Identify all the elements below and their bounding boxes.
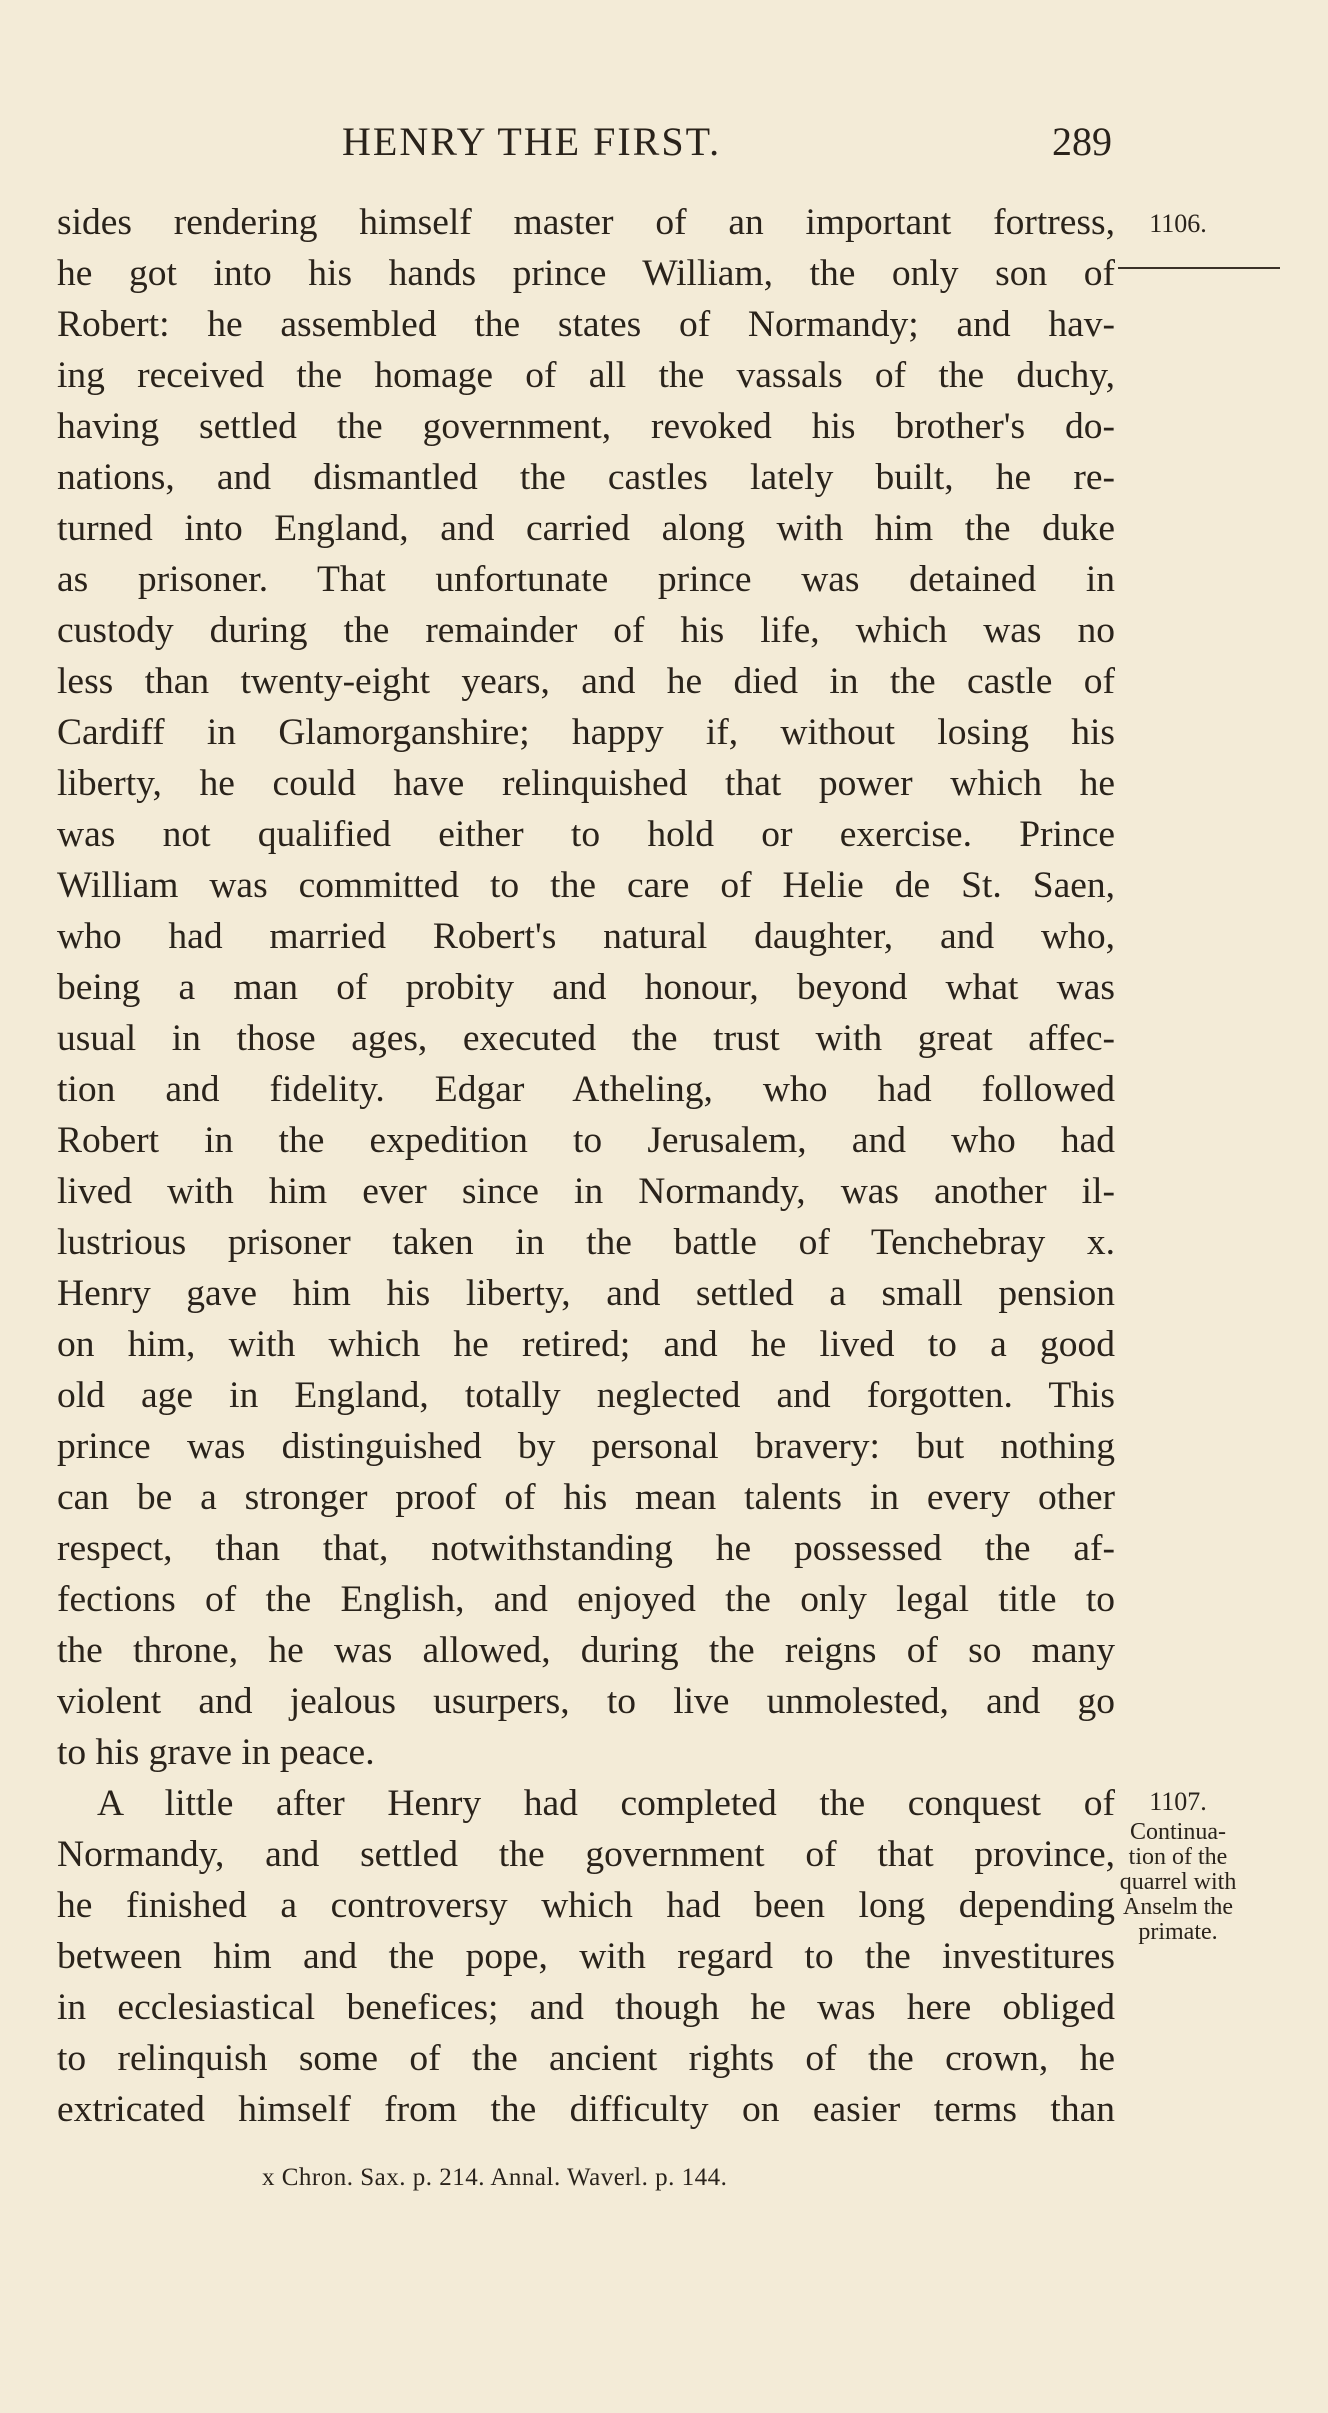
text-line: respect, than that, notwithstanding he possessed the af- <box>57 1528 1115 1569</box>
text-line: Normandy, and settled the government of that province, <box>57 1834 1115 1875</box>
margin-note-line: Continua- <box>1130 1819 1226 1845</box>
text-line: A little after Henry had completed the conquest of <box>97 1783 1115 1824</box>
page-number: 289 <box>1052 119 1112 164</box>
margin-year-1107: 1107. <box>1149 1787 1207 1816</box>
text-line: being a man of probity and honour, beyond what was <box>57 967 1115 1008</box>
text-line: to relinquish some of the ancient rights of the crown, he <box>57 2038 1115 2079</box>
text-line: who had married Robert's natural daughter, and who, <box>57 916 1115 957</box>
margin-note-line: tion of the <box>1128 1844 1228 1870</box>
text-line: prince was distinguished by personal bravery: but nothing <box>57 1426 1115 1467</box>
margin-note-line: primate. <box>1138 1919 1218 1945</box>
text-line: lustrious prisoner taken in the battle of Tenchebray x. <box>57 1222 1115 1263</box>
text-line: as prisoner. That unfortunate prince was detained in <box>57 559 1115 600</box>
text-line: custody during the remainder of his life, which was no <box>57 610 1115 651</box>
text-line: violent and jealous usurpers, to live unmolested, and go <box>57 1681 1115 1722</box>
text-line: Robert: he assembled the states of Normandy; and hav- <box>57 304 1115 345</box>
text-line: usual in those ages, executed the trust with great affec- <box>57 1018 1115 1059</box>
text-line: in ecclesiastical benefices; and though he was here obliged <box>57 1987 1115 2028</box>
text-line: William was committed to the care of Helie de St. Saen, <box>57 865 1115 906</box>
text-line: the throne, he was allowed, during the reigns of so many <box>57 1630 1115 1671</box>
text-line: ing received the homage of all the vassals of the duchy, <box>57 355 1115 396</box>
margin-note-1107 <box>1098 1820 1258 1945</box>
text-line: he got into his hands prince William, the only son of <box>57 253 1115 294</box>
margin-year-1106: 1106. <box>1149 209 1207 238</box>
text-line: was not qualified either to hold or exercise. Prince <box>57 814 1115 855</box>
text-line: can be a stronger proof of his mean talents in every other <box>57 1477 1115 1518</box>
footnote: x Chron. Sax. p. 214. Annal. Waverl. p. 144. <box>262 2164 728 2191</box>
body-text <box>57 197 1115 2135</box>
text-line: extricated himself from the difficulty on easier terms than <box>57 2089 1115 2130</box>
text-line: between him and the pope, with regard to the investitures <box>57 1936 1115 1977</box>
margin-note-line: Anselm the <box>1123 1894 1233 1920</box>
running-header <box>342 118 1112 168</box>
text-line: Robert in the expedition to Jerusalem, and who had <box>57 1120 1115 1161</box>
running-title: HENRY THE FIRST. <box>342 119 722 164</box>
text-line: old age in England, totally neglected and forgotten. This <box>57 1375 1115 1416</box>
text-line: lived with him ever since in Normandy, was another il- <box>57 1171 1115 1212</box>
text-line: to his grave in peace. <box>57 1732 375 1773</box>
text-line: having settled the government, revoked his brother's do- <box>57 406 1115 447</box>
text-line: on him, with which he retired; and he lived to a good <box>57 1324 1115 1365</box>
text-line: fections of the English, and enjoyed the only legal title to <box>57 1579 1115 1620</box>
margin-note-line: quarrel with <box>1119 1869 1237 1895</box>
text-line: he finished a controversy which had been long depending <box>57 1885 1115 1926</box>
text-line: tion and fidelity. Edgar Atheling, who had followed <box>57 1069 1115 1110</box>
text-line: Cardiff in Glamorganshire; happy if, without losing his <box>57 712 1115 753</box>
text-line: nations, and dismantled the castles lately built, he re- <box>57 457 1115 498</box>
text-line: Henry gave him his liberty, and settled a small pension <box>57 1273 1115 1314</box>
text-line: less than twenty-eight years, and he died in the castle of <box>57 661 1115 702</box>
text-line: sides rendering himself master of an important fortress, <box>57 202 1115 243</box>
text-line: liberty, he could have relinquished that power which he <box>57 763 1115 804</box>
text-line: turned into England, and carried along with him the duke <box>57 508 1115 549</box>
margin-rule <box>1118 267 1280 269</box>
